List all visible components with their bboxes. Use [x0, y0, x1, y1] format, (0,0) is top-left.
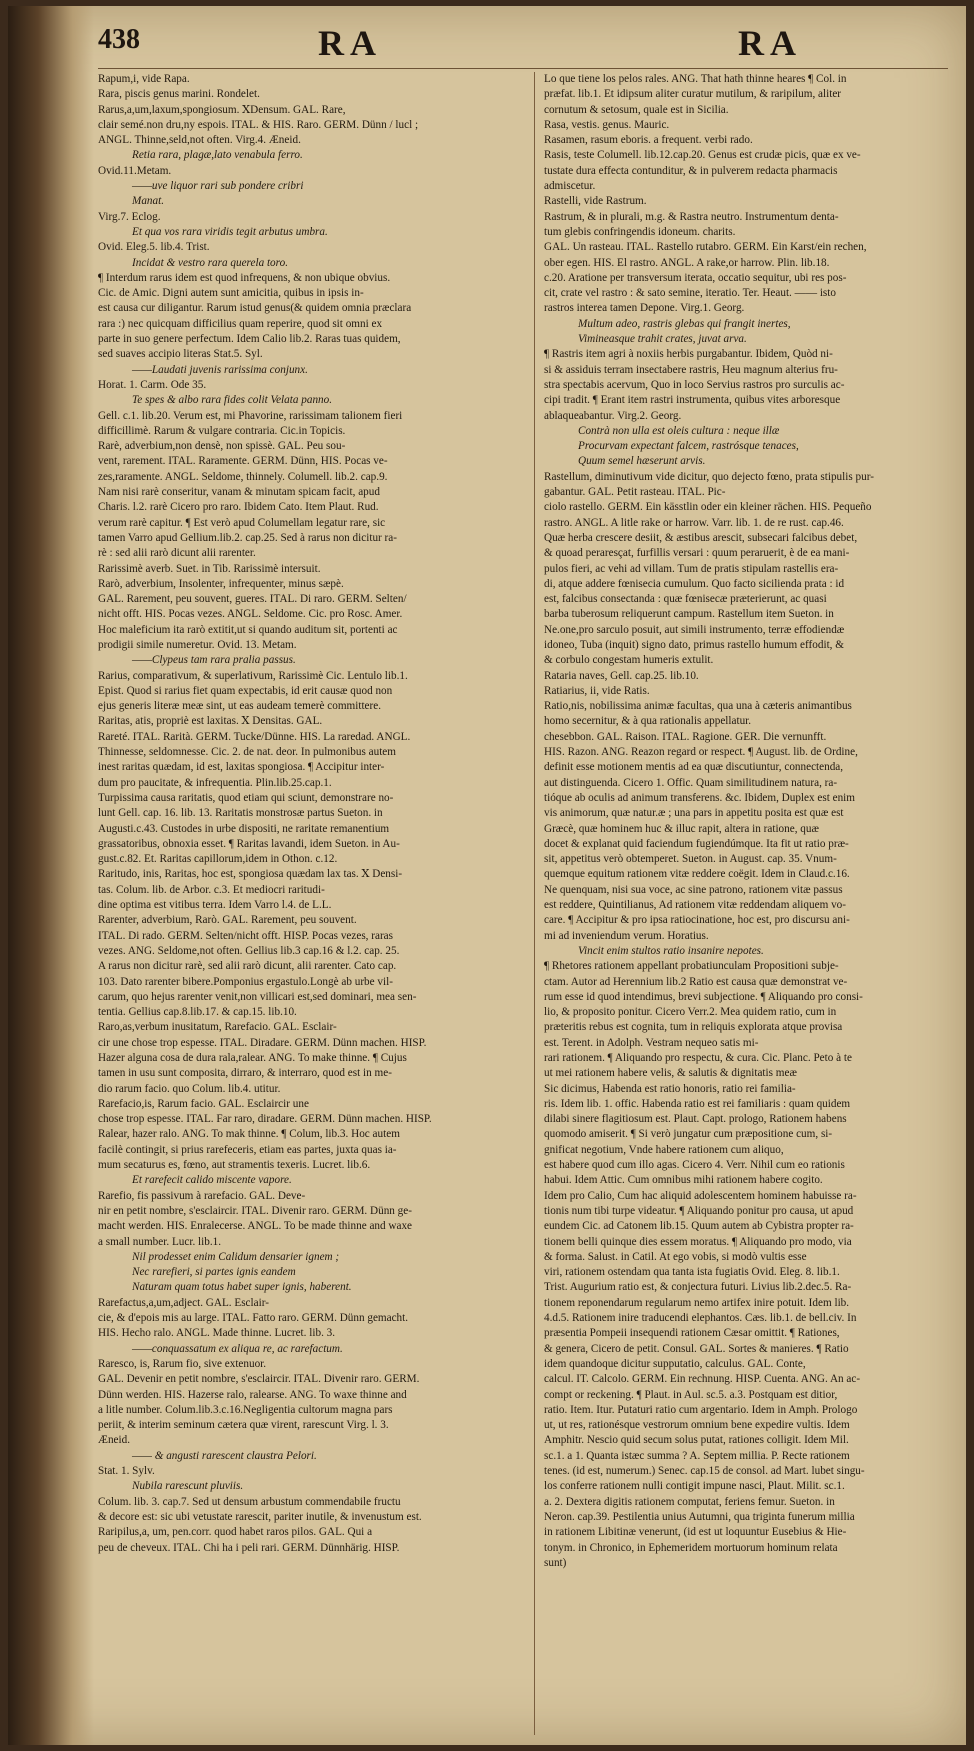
- text-line: Rasamen, rasum eboris. a frequent. verbi rado.: [544, 134, 753, 147]
- text-line: Rasis, teste Columell. lib.12.cap.20. Genus est crudæ picis, quæ ex ve-: [544, 149, 861, 162]
- text-line: Nec rarefieri, si partes ignis eandem: [132, 1266, 296, 1279]
- text-line: Ne quenquam, nisi sua voce, ac sine patrono, rationem vitæ passus: [544, 883, 843, 896]
- text-line: Raresco, is, Rarum fio, sive extenuor.: [98, 1357, 267, 1370]
- text-line: grassatoribus, obnoxia esset. ¶ Raritas lavandi, idem Sueton. in Au-: [98, 837, 400, 850]
- text-line: Et rarefecit calido miscente vapore.: [132, 1174, 292, 1187]
- text-line: vis animorum, quæ natur.æ ; una pars in appetitu posita est quæ est: [544, 807, 844, 820]
- text-line: præsentia Pompeii insequendi rationem Cæsar omittit. ¶ Rationes,: [544, 1327, 840, 1340]
- text-line: lunt Gell. cap. 16. lib. 13. Raritatis monstrosæ partus Sueton. in: [98, 807, 383, 820]
- text-line: A rarus non dicitur rarè, sed alii rarò dicunt, alii rarenter. Cato cap.: [98, 960, 397, 973]
- text-line: tionem reponendarum regularum nemo artifex inire potuit. Idem lib.: [544, 1296, 850, 1309]
- text-line: Ne.one,pro sarculo posuit, aut simili instrumento, terræ effodiendæ: [544, 623, 845, 636]
- text-line: GAL. Un rasteau. ITAL. Rastello rutabro. GERM. Ein Karst/ein rechen,: [544, 241, 867, 254]
- text-line: & forma. Salust. in Catil. At ego vobis, si modò vultis esse: [544, 1250, 807, 1263]
- text-line: Rasa, vestis. genus. Mauric.: [544, 118, 670, 131]
- text-line: tas. Colum. lib. de Arbor. c.3. Et mediocri raritudi-: [98, 883, 325, 896]
- text-line: care. ¶ Accipitur & pro ipsa ratiocinatione, hoc est, pro discursu ani-: [544, 914, 850, 927]
- text-line: calcul. IT. Calcolo. GERM. Ein rechnung. HISP. Cuenta. ANG. An ac-: [544, 1373, 861, 1386]
- text-line: & decore est: sic ubi vetustate rarescit, pariter inutile, & invenustum est.: [98, 1510, 422, 1523]
- text-line: periit, & interim seminum cætera quæ virent, rarescunt Virg. l. 3.: [98, 1419, 389, 1432]
- text-line: c.20. Aratione per transversum iterata, occatio sequitur, ubi res pos-: [544, 271, 847, 284]
- text-line: Nam nisi rarè conseritur, vanam & minutam spicam facit, apud: [98, 486, 380, 499]
- text-line: Rapum,i, vide Rapa.: [98, 73, 190, 85]
- text-line: cipi tradit. ¶ Erant item rastri instrumenta, quibus vites arboresque: [544, 394, 841, 407]
- text-line: Rarius, comparativum, & superlativum, Rarissimè Cic. Lentulo lib.1.: [98, 669, 408, 682]
- text-line: facilè contingit, si prius rarefeceris, etiam eas partes, juxta quas ia-: [98, 1143, 397, 1156]
- text-line: 103. Dato rarenter bibere.Pomponius ergastulo.Longè ab urbe vil-: [98, 975, 393, 988]
- text-line: Lo que tiene los pelos rales. ANG. That hath thinne heares ¶ Col. in: [544, 73, 847, 85]
- text-line: idem quandoque dicitur supputatio, calculus. GAL. Conte,: [544, 1357, 806, 1370]
- text-line: est habere quod cum illo agas. Cicero 4. Verr. Nihil cum eo rationis: [544, 1159, 845, 1172]
- text-line: ratio. Item. Itur. Putaturi ratio cum argentario. Idem in Amph. Prologo: [544, 1403, 858, 1416]
- text-line: mi ad inveniendum verum. Horatius.: [544, 929, 709, 942]
- text-line: tum glebis confringendis idoneum. charits.: [544, 225, 736, 238]
- text-line: docet & explanat quid faciendum fugiendúmque. Ita fit ut ratio præ-: [544, 837, 849, 850]
- text-line: clair semé.non dru,ny espois. ITAL. & HIS. Raro. GERM. Dünn / lucl ;: [98, 118, 419, 131]
- text-line: tamen in usu sunt composita, dirraro, & interraro, quod est in me-: [98, 1067, 392, 1080]
- text-line: chesebbon. GAL. Raison. ITAL. Ragione. GER. Die vernunfft.: [544, 730, 827, 743]
- text-line: Raritudo, inis, Raritas, hoc est, spongiosa quædam lax tas. Ⅹ Densi-: [98, 868, 403, 881]
- text-line: barba tuberosum reliquerunt campum. Rastellum item Sueton. in: [544, 608, 834, 621]
- text-line: sit, appetitus verò obtemperet. Sueton. in August. cap. 35. Vnum-: [544, 853, 837, 866]
- text-line: ——uve liquor rari sub pondere cribri: [132, 180, 304, 193]
- page-header: [88, 20, 952, 64]
- text-line: tustate dura effecta contunditur, & in pulverem redacta pharmacis: [544, 164, 838, 177]
- text-line: cie, & d'epois mis au large. ITAL. Fatto raro. GERM. Dünn gemacht.: [98, 1312, 409, 1325]
- text-line: los conferre rationem nulli contigit impune nasci, Plaut. Milit. sc.1.: [544, 1480, 845, 1493]
- text-line: Te spes & albo rara fides colit Velata panno.: [132, 394, 333, 407]
- text-line: Rarefacio,is, Rarum facio. GAL. Esclaircir une: [98, 1097, 309, 1110]
- header-rule: [98, 68, 948, 69]
- text-line: Rara, piscis genus marini. Rondelet.: [98, 88, 260, 101]
- text-line: Rarus,a,um,laxum,spongiosum. ⅩDensum. GAL. Rare,: [98, 103, 346, 116]
- text-line: sc.1. a 1. Quanta istæc summa ? A. Septem millia. P. Recte rationem: [544, 1449, 850, 1462]
- text-line: ITAL. Di rado. GERM. Selten/nicht offt. HISP. Pocas vezes, raras: [98, 929, 393, 942]
- text-line: a. 2. Dextera digitis rationem computat, feriens femur. Sueton. in: [544, 1495, 835, 1508]
- text-line: Hazer alguna cosa de dura rala,ralear. ANG. To make thinne. ¶ Cujus: [98, 1052, 407, 1064]
- text-line: præfat. lib.1. Et idipsum aliter curatur mutilum, & raripilum, aliter: [544, 88, 842, 101]
- text-line: pulos fieri, ac vehi ad villam. Tum de pratis stipulam rastellis era-: [544, 562, 839, 575]
- text-line: Multum adeo, rastris glebas qui frangit inertes,: [578, 317, 791, 330]
- text-line: HIS. Razon. ANG. Reazon regard or respect. ¶ August. lib. de Ordine,: [544, 746, 858, 759]
- text-line: viri, rationem ostendam qua tanta ista fugiatis Ovid. Eleg. 8. lib.1.: [544, 1266, 840, 1279]
- text-line: Sic dicimus, Habenda est ratio honoris, ratio rei familia-: [544, 1082, 796, 1095]
- text-line: aut distinguenda. Cicero 1. Offic. Quam similitudinem natura, ra-: [544, 776, 838, 789]
- text-line: si & assiduis terram insectabere rastris, Heu magnum alterius fru-: [544, 363, 838, 376]
- text-line: definit esse motionem mentis ad ea quæ discutiuntur, connectenda,: [544, 761, 844, 774]
- text-line: tionem belli quinque dies essem moratus. ¶ Aliquando pro modo, via: [544, 1235, 852, 1248]
- text-line: Nil prodesset enim Calidum densarier ignem ;: [132, 1250, 340, 1263]
- text-line: Gell. c.1. lib.20. Verum est, mi Phavorine, rarissimam talionem fieri: [98, 409, 403, 422]
- text-line: Contrà non ulla est oleis cultura : neque illæ: [578, 424, 780, 437]
- text-line: sunt): [544, 1556, 567, 1569]
- page-number: 438: [98, 24, 140, 55]
- binding-gutter: [8, 6, 94, 1745]
- text-line: Amphitr. Nescio quid secum solus putat, rationes colligit. Idem Mil.: [544, 1434, 849, 1447]
- text-line: Rastelli, vide Rastrum.: [544, 195, 647, 208]
- text-line: Augusti.c.43. Custodes in urbe dispositi, ne raritate remanentium: [98, 822, 390, 835]
- text-line: Manat.: [132, 195, 165, 208]
- text-line: Virg.7. Eclog.: [98, 210, 161, 223]
- text-line: eundem Cic. ad Catonem lib.15. Quum autem ab Cybistra propter ra-: [544, 1220, 854, 1233]
- text-line: ejus generis literæ meæ sint, ut eas audeam temerè committere.: [98, 700, 382, 713]
- text-line: dine optima est vitibus terra. Idem Varro l.4. de L.L.: [98, 899, 332, 912]
- text-line: ¶ Rhetores rationem appellant probatiunculam Propositioni subje-: [544, 960, 839, 973]
- text-line: carum, quo hejus rarenter venit,non villicari est,sed dominari, mea sen-: [98, 990, 417, 1003]
- text-line: quomodo amiserit. ¶ Si verò jungatur cum præpositione cum, si-: [544, 1128, 833, 1141]
- book-page: [8, 6, 966, 1745]
- text-line: 4.d.5. Rationem inire traducendi elephantos. Cæs. lib.1. de bell.civ. In: [544, 1312, 857, 1325]
- text-line: Incidat & vestro rara querela toro.: [132, 256, 288, 269]
- text-line: inest raritas quædam, id est, laxitas spongiosa. ¶ Accipitur inter-: [98, 761, 385, 774]
- text-line: ——Clypeus tam rara pralia passus.: [132, 654, 296, 667]
- text-line: Rarefio, fis passivum à rarefacio. GAL. Deve-: [98, 1189, 306, 1202]
- text-line: Rarefactus,a,um,adject. GAL. Esclair-: [98, 1296, 269, 1309]
- text-line: Quæ herba crescere desiit, & æstibus arescit, subsecari falcibus debet,: [544, 531, 858, 544]
- right-column: [544, 72, 966, 1735]
- text-line: lio, & proposito ponitur. Cicero Verr.2. Mea quidem ratio, cum in: [544, 1006, 837, 1019]
- text-line: præteritis rebus est cognita, tum in reliquis explorata atque provisa: [544, 1021, 843, 1034]
- text-line: homo secernitur, & à qua rationalis appellatur.: [544, 715, 752, 728]
- text-line: ut, ut res, rationésque vestrorum omnium bene expedire vultis. Idem: [544, 1419, 850, 1432]
- text-line: Retia rara, plagæ,lato venabula ferro.: [132, 149, 303, 162]
- text-line: rum esse id quod intendimus, brevi subjectione. ¶ Aliquando pro consi-: [544, 990, 863, 1003]
- text-line: chose trop espesse. ITAL. Far raro, diradare. GERM. Dünn machen. HISP.: [98, 1113, 432, 1126]
- text-line: Ratiarius, ii, vide Ratis.: [544, 684, 650, 697]
- text-line: Rastrum, & in plurali, m.g. & Rastra neutro. Instrumentum denta-: [544, 210, 839, 223]
- text-line: ober egen. HIS. El rastro. ANGL. A rake,or harrow. Plin. lib.18.: [544, 256, 830, 269]
- text-line: rastros interea tamen Depone. Virg.1. Georg.: [544, 302, 745, 315]
- text-line: cir une chose trop espesse. ITAL. Diradare. GERM. Dünn machen. HISP.: [98, 1036, 427, 1049]
- text-line: prodigii simile numeretur. Ovid. 13. Metam.: [98, 638, 297, 651]
- text-line: ¶ Interdum rarus idem est quod infrequens, & non ubique obvius.: [98, 271, 391, 284]
- text-line: di, atque addere fœnisecia cumulum. Quo facto sicilienda prata : id: [544, 577, 845, 590]
- text-line: tenes. (id est, numerum.) Senec. cap.15 de consol. ad Mart. lubet singu-: [544, 1465, 865, 1478]
- column-divider: [534, 72, 535, 1735]
- text-line: Raro,as,verbum inusitatum, Rarefacio. GAL. Esclair-: [98, 1021, 337, 1034]
- text-line: rastro. ANGL. A litle rake or harrow. Varr. lib. 1. de re rust. cap.46.: [544, 516, 844, 529]
- text-line: Horat. 1. Carm. Ode 35.: [98, 378, 207, 391]
- text-line: Rarissimè averb. Suet. in Tib. Rarissimè intersuit.: [98, 562, 321, 575]
- text-line: Dünn werden. HIS. Hazerse ralo, ralearse. ANG. To waxe thinne and: [98, 1388, 407, 1401]
- text-line: Idem pro Calio, Cum hac aliquid adolescentem hominem habuisse ra-: [544, 1189, 857, 1202]
- text-line: ¶ Rastris item agri à noxiis herbis purgabantur. Ibidem, Quòd ni-: [544, 348, 833, 361]
- text-line: macht werden. HIS. Enralecerse. ANGL. To be made thinne and waxe: [98, 1220, 413, 1233]
- text-line: Colum. lib. 3. cap.7. Sed ut densum arbustum commendabile fructu: [98, 1495, 401, 1508]
- text-line: Vincit enim stultos ratio insanire nepotes.: [578, 944, 764, 957]
- text-line: Rarenter, adverbium, Rarò. GAL. Rarement, peu souvent.: [98, 914, 357, 927]
- text-line: a small number. Lucr. lib.1.: [98, 1235, 222, 1248]
- text-line: Charis. l.2. rarè Cicero pro raro. Ibidem Cato. Item Plaut. Rud.: [98, 501, 379, 514]
- text-line: rara :) nec quicquam difficilius quam reperire, quod sit omni ex: [98, 317, 383, 330]
- text-line: zes,raramente. ANGL. Seldome, thinnely. Columell. lib.2. cap.9.: [98, 470, 388, 483]
- text-line: Ralear, hazer ralo. ANG. To mak thinne. ¶ Colum, lib.3. Hoc autem: [98, 1128, 400, 1141]
- text-line: ——conquassatum ex aliqua re, ac rarefactum.: [132, 1342, 343, 1355]
- text-line: peu de cheveux. ITAL. Chi ha i peli rari. GERM. Dünnhärig. HISP.: [98, 1541, 400, 1554]
- text-line: Rastellum, diminutivum vide dicitur, quo dejecto fœno, prata stipulis pur-: [544, 470, 874, 483]
- text-line: ciolo rastello. GERM. Ein kässtlin oder ein kleiner rächen. HIS. Pequeño: [544, 501, 872, 514]
- text-line: ANGL. Thinne,seld,not often. Virg.4. Æneid.: [98, 134, 301, 147]
- text-line: tentia. Gellius cap.8.lib.17. & cap.15. lib.10.: [98, 1006, 297, 1019]
- text-line: verum rarè capitur. ¶ Est verò apud Columellam legatur rare, sic: [98, 516, 386, 529]
- text-line: dum pro paucitate, & infrequentia. Plin.lib.25.cap.1.: [98, 776, 332, 789]
- text-line: Nubila rarescunt pluviis.: [132, 1480, 244, 1493]
- text-line: gabantur. GAL. Petit rasteau. ITAL. Pic-: [544, 486, 726, 499]
- text-line: idoneo, Tuba (inquit) signo dato, primus rastello humum effodit, &: [544, 638, 844, 651]
- text-line: GAL. Rarement, peu souvent, gueres. ITAL. Di raro. GERM. Selten/: [98, 593, 407, 606]
- text-line: Rataria naves, Gell. cap.25. lib.10.: [544, 669, 699, 682]
- text-line: & genera, Cicero de petit. Consul. GAL. Sortes & manieres. ¶ Ratio: [544, 1342, 849, 1355]
- text-line: Trist. Augurium ratio est, & conjectura futuri. Livius lib.2.dec.5. Ra-: [544, 1281, 852, 1294]
- text-line: habui. Idem Attic. Cum omnibus mihi rationem habere cogito.: [544, 1174, 823, 1187]
- text-line: Raritas, atis, propriè est laxitas. Ⅹ Densitas. GAL.: [98, 715, 323, 728]
- text-line: gust.c.82. Et. Raritas capillorum,idem in Othon. c.12.: [98, 853, 338, 866]
- text-line: est causa cur diligantur. Rarum istud genus(& quidem omnia præclara: [98, 302, 412, 315]
- text-line: Ovid. Eleg.5. lib.4. Trist.: [98, 241, 210, 254]
- text-line: a litle number. Colum.lib.3.c.16.Negligentia cultorum magna pars: [98, 1403, 393, 1416]
- text-line: ——Laudati juvenis rarissima conjunx.: [132, 363, 308, 376]
- text-line: Neron. cap.39. Pestilentia unius Autumni, qua triginta funerum millia: [544, 1510, 855, 1523]
- text-line: —— & angusti rarescent claustra Pelori.: [132, 1449, 317, 1462]
- text-line: Ovid.11.Metam.: [98, 164, 172, 177]
- text-line: GAL. Devenir en petit nombre, s'esclaircir. ITAL. Divenir raro. GERM.: [98, 1373, 420, 1386]
- text-line: tonym. in Chronico, in Ephemeridem mortuorum hominum relata: [544, 1541, 838, 1554]
- text-line: Cic. de Amic. Digni autem sunt amicitia, quibus in ipsis in-: [98, 287, 364, 300]
- text-line: Thinnesse, seldomnesse. Cic. 2. de nat. deor. In pulmonibus autem: [98, 746, 396, 759]
- text-line: nir en petit nombre, s'esclaircir. ITAL. Divenir raro. GERM. Dünn ge-: [98, 1204, 412, 1217]
- text-line: Hoc maleficium ita rarò extitit,ut si quando auditum sit, portenti ac: [98, 623, 398, 636]
- text-line: Procurvam expectant falcem, rastrósque tenaces,: [578, 440, 799, 453]
- text-line: est reddere, Quintilianus, Ad rationem vitæ reddendam aliquem vo-: [544, 899, 846, 912]
- text-line: tamen Varro apud Gellium.lib.2. cap.25. Sed à rarus non dicitur ra-: [98, 531, 397, 544]
- text-line: & quoad peraresçat, furfillis versari : quum peraruerit, è de ea mani-: [544, 547, 850, 560]
- text-line: Quum semel hæserunt arvis.: [578, 455, 706, 468]
- text-line: Raripilus,a, um, pen.corr. quod habet raros pilos. GAL. Qui a: [98, 1526, 373, 1539]
- text-line: tionis num tibi turpe videatur. ¶ Aliquando ponitur pro causa, ut apud: [544, 1204, 854, 1217]
- text-line: tióque ab oculis ad animum transferens. &c. Ibidem, Duplex est enim: [544, 791, 855, 804]
- text-line: Vimineasque trahit crates, juvat arva.: [578, 333, 747, 346]
- text-line: Turpissima causa raritatis, quod etiam qui sciunt, demonstrare no-: [98, 791, 394, 804]
- text-line: nicht offt. HIS. Pocas vezes. ANGL. Seldome. Cic. pro Rosc. Amer.: [98, 608, 403, 621]
- text-line: Ratio,nis, nobilissima animæ facultas, qua una à cæteris animantibus: [544, 700, 852, 713]
- text-line: est. Terent. in Adolph. Vestram nequeo satis mi-: [544, 1036, 759, 1049]
- text-line: dilabi sinere flagitiosum est. Plaut. Capt. prologo, Rationem habens: [544, 1113, 847, 1126]
- text-line: Rareté. ITAL. Rarità. GERM. Tucke/Dünne. HIS. La raredad. ANGL.: [98, 730, 411, 743]
- text-line: Græcè, quæ hominem huc & illuc rapit, altera in ratione, quæ: [544, 822, 819, 835]
- text-line: cit, crate vel rastro : & sato semine, iteratio. Ter. Heaut. —— isto: [544, 287, 836, 300]
- text-line: rè : sed alii rarò dicunt alii rarenter.: [98, 547, 256, 560]
- text-line: ctam. Autor ad Herennium lib.2 Ratio est causa quæ demonstrat ve-: [544, 975, 848, 988]
- text-line: ut mei rationem habere velis, & salutis & dignitatis meæ: [544, 1067, 797, 1080]
- text-line: quemque equitum rationem vitæ reddere coëgit. Idem in Claud.c.16.: [544, 868, 850, 881]
- text-line: dio rarum facio. quo Colum. lib.4. utitur.: [98, 1082, 281, 1095]
- text-line: ris. Idem lib. 1. offic. Habenda ratio est rei familiaris : quam quidem: [544, 1097, 851, 1110]
- text-line: Naturam quam totus habet super ignis, haberent.: [132, 1281, 352, 1294]
- text-line: cornutum & setosum, quale est in Sicilia.: [544, 103, 729, 116]
- text-line: Rarò, adverbium, Insolenter, infrequenter, minus sæpè.: [98, 577, 344, 590]
- text-line: Et qua vos rara viridis tegit arbutus umbra.: [132, 225, 328, 238]
- text-line: gnificat negotium, Vnde habere rationem cum aliquo,: [544, 1143, 784, 1156]
- text-line: ablaqueabantur. Virg.2. Georg.: [544, 409, 682, 422]
- text-line: Æneid.: [98, 1434, 131, 1447]
- text-line: & corbulo congestam humeris extulit.: [544, 654, 714, 667]
- text-line: Epist. Quod si rarius fiet quam expectabis, id erit causæ quod non: [98, 684, 393, 697]
- text-line: admiscetur.: [544, 180, 596, 193]
- text-line: vent, rarement. ITAL. Raramente. GERM. Dünn, HIS. Pocas ve-: [98, 455, 388, 468]
- text-line: in rationem Libitinæ venerunt, (id est ut loquuntur Eusebius & Hie-: [544, 1526, 847, 1539]
- running-head-right: RA: [738, 23, 802, 63]
- running-head-left: RA: [318, 23, 382, 63]
- text-line: compt or reckening. ¶ Plaut. in Aul. sc.5. a.3. Postquam est ditior,: [544, 1388, 838, 1401]
- left-column: [98, 72, 526, 1735]
- text-line: parte in suo genere perfectum. Idem Calio lib.2. Raras tuas quidem,: [98, 333, 401, 346]
- text-line: est, falcibus consectanda : quæ fœnisecæ præterierunt, ac quasi: [544, 593, 827, 606]
- text-line: Stat. 1. Sylv.: [98, 1465, 155, 1478]
- text-line: difficillimè. Rarum & vulgare contraria. Cic.in Topicis.: [98, 424, 346, 437]
- text-line: sed suaves accipio literas Stat.5. Syl.: [98, 348, 263, 361]
- text-line: HIS. Hecho ralo. ANGL. Made thinne. Lucret. lib. 3.: [98, 1327, 336, 1340]
- text-line: stra spectabis acervum, Quo in loco Servius rastros pro surculis ac-: [544, 378, 845, 391]
- text-line: mum secaturus es, fœno, aut stramentis texeris. Lucret. lib.6.: [98, 1159, 371, 1172]
- text-line: Rarè, adverbium,non densè, non spissè. GAL. Peu sou-: [98, 440, 346, 453]
- text-line: rari rationem. ¶ Aliquando pro respectu, & cura. Cic. Planc. Peto à te: [544, 1052, 852, 1064]
- text-line: vezes. ANG. Seldome,not often. Gellius lib.3 cap.16 & l.2. cap. 25.: [98, 944, 400, 957]
- text-columns: [98, 72, 950, 1735]
